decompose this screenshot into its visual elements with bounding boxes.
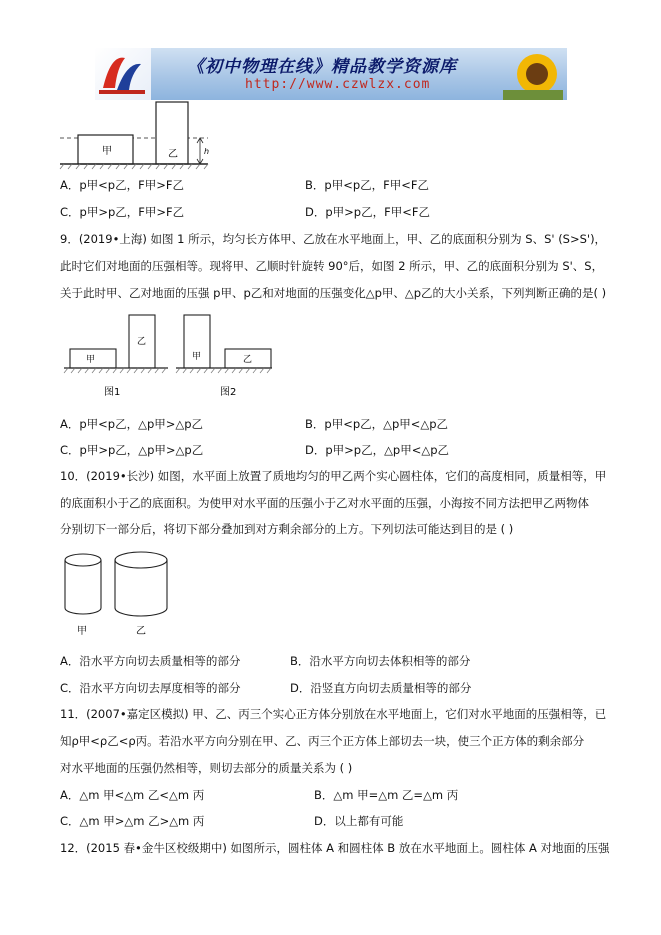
fig1-label-yi: 乙: [137, 337, 147, 347]
q12-line-1: 12．(2015 春•金牛区校级期中) 如图所示，圆柱体 A 和圆柱体 B 放在水平地面上。圆柱体 A 对地面的压强: [60, 841, 610, 855]
sunflower-icon: [503, 50, 563, 100]
cylinder-jia: [65, 560, 101, 614]
q11-line-1: 11．(2007•嘉定区模拟) 甲、乙、丙三个实心正方体分别放在水平地面上，它们对水平地面的压强相等，已: [60, 707, 607, 721]
label-jia: 甲: [102, 146, 112, 157]
q11-option-d[interactable]: D．以上都有可能: [314, 814, 404, 828]
q9-option-d[interactable]: D．p甲>p乙，△p甲<△p乙: [305, 443, 450, 457]
q10-option-b[interactable]: B．沿水平方向切去体积相等的部分: [290, 654, 471, 668]
q9-line-2: 此时它们对地面的压强相等。现将甲、乙顺时针旋转 90°后，如图 2 所示，甲、乙的底面积分别为 S'、S，: [60, 259, 604, 273]
fig2-label-yi: 乙: [243, 355, 253, 365]
q11-option-c[interactable]: C．△m 甲>△m 乙>△m 丙: [60, 814, 205, 828]
q10-line-1: 10．(2019•长沙) 如图，水平面上放置了质地均匀的甲乙两个实心圆柱体，它们的高度相同，质量相等，甲: [60, 469, 607, 483]
fig1-caption: 图1: [104, 387, 121, 398]
q9-figure: [62, 312, 272, 402]
label-yi: 乙: [168, 149, 178, 160]
q8-option-d[interactable]: D．p甲>p乙，F甲<F乙: [305, 205, 430, 219]
q9-option-a[interactable]: A．p甲<p乙，△p甲>△p乙: [60, 417, 204, 431]
q10-option-a[interactable]: A．沿水平方向切去质量相等的部分: [60, 654, 241, 668]
q10-option-d[interactable]: D．沿竖直方向切去质量相等的部分: [290, 681, 472, 695]
q11-option-a[interactable]: A．△m 甲<△m 乙<△m 丙: [60, 788, 205, 802]
fig2-caption: 图2: [220, 387, 237, 398]
ground-hatch: [60, 164, 208, 169]
q9-option-c[interactable]: C．p甲>p乙，△p甲>△p乙: [60, 443, 204, 457]
figure-previous: [58, 100, 218, 170]
q8-option-a[interactable]: A．p甲<p乙，F甲>F乙: [60, 178, 184, 192]
q9-option-b[interactable]: B．p甲<p乙，△p甲<△p乙: [305, 417, 449, 431]
q11-line-3: 对水平地面的压强仍然相等，则切去部分的质量关系为 ( ): [60, 761, 353, 775]
fig1-label-jia: 甲: [86, 355, 96, 365]
q9-line-3: 关于此时甲、乙对地面的压强 p甲、p乙和对地面的压强变化△p甲、△p乙的大小关系，下列判断正确的是( ): [60, 286, 607, 300]
q11-option-b[interactable]: B．△m 甲=△m 乙=△m 丙: [314, 788, 459, 802]
banner-title: 《初中物理在线》精品教学资源库: [187, 57, 457, 77]
header-banner: [95, 48, 567, 100]
banner-url[interactable]: http://www.czwlzx.com: [245, 77, 431, 92]
q10-line-2: 的底面积小于乙的底面积。为使甲对水平面的压强小于乙对水平面的压强，小海按不同方法把甲乙两物体: [60, 496, 589, 510]
cyl-label-jia: 甲: [77, 626, 87, 637]
q10-line-3: 分别切下一部分后，将切下部分叠加到对方剩余部分的上方。下列切法可能达到目的是 ( ): [60, 522, 514, 536]
label-h: h: [204, 147, 210, 156]
q11-line-2: 知ρ甲<ρ乙<ρ丙。若沿水平方向分别在甲、乙、丙三个正方体上部切去一块，使三个正方体的剩余部分: [60, 734, 585, 748]
q8-option-c[interactable]: C．p甲>p乙，F甲>F乙: [60, 205, 185, 219]
q9-line-1: 9．(2019•上海) 如图 1 所示，均匀长方体甲、乙放在水平地面上，甲、乙的底面积分别为 S、S' (S>S')，: [60, 232, 607, 246]
cyl-label-yi: 乙: [136, 626, 146, 637]
logo-icon: [95, 48, 151, 100]
q10-figure: [60, 548, 180, 638]
fig2-label-jia: 甲: [192, 352, 202, 362]
q8-option-b[interactable]: B．p甲<p乙，F甲<F乙: [305, 178, 429, 192]
q10-option-c[interactable]: C．沿水平方向切去厚度相等的部分: [60, 681, 241, 695]
